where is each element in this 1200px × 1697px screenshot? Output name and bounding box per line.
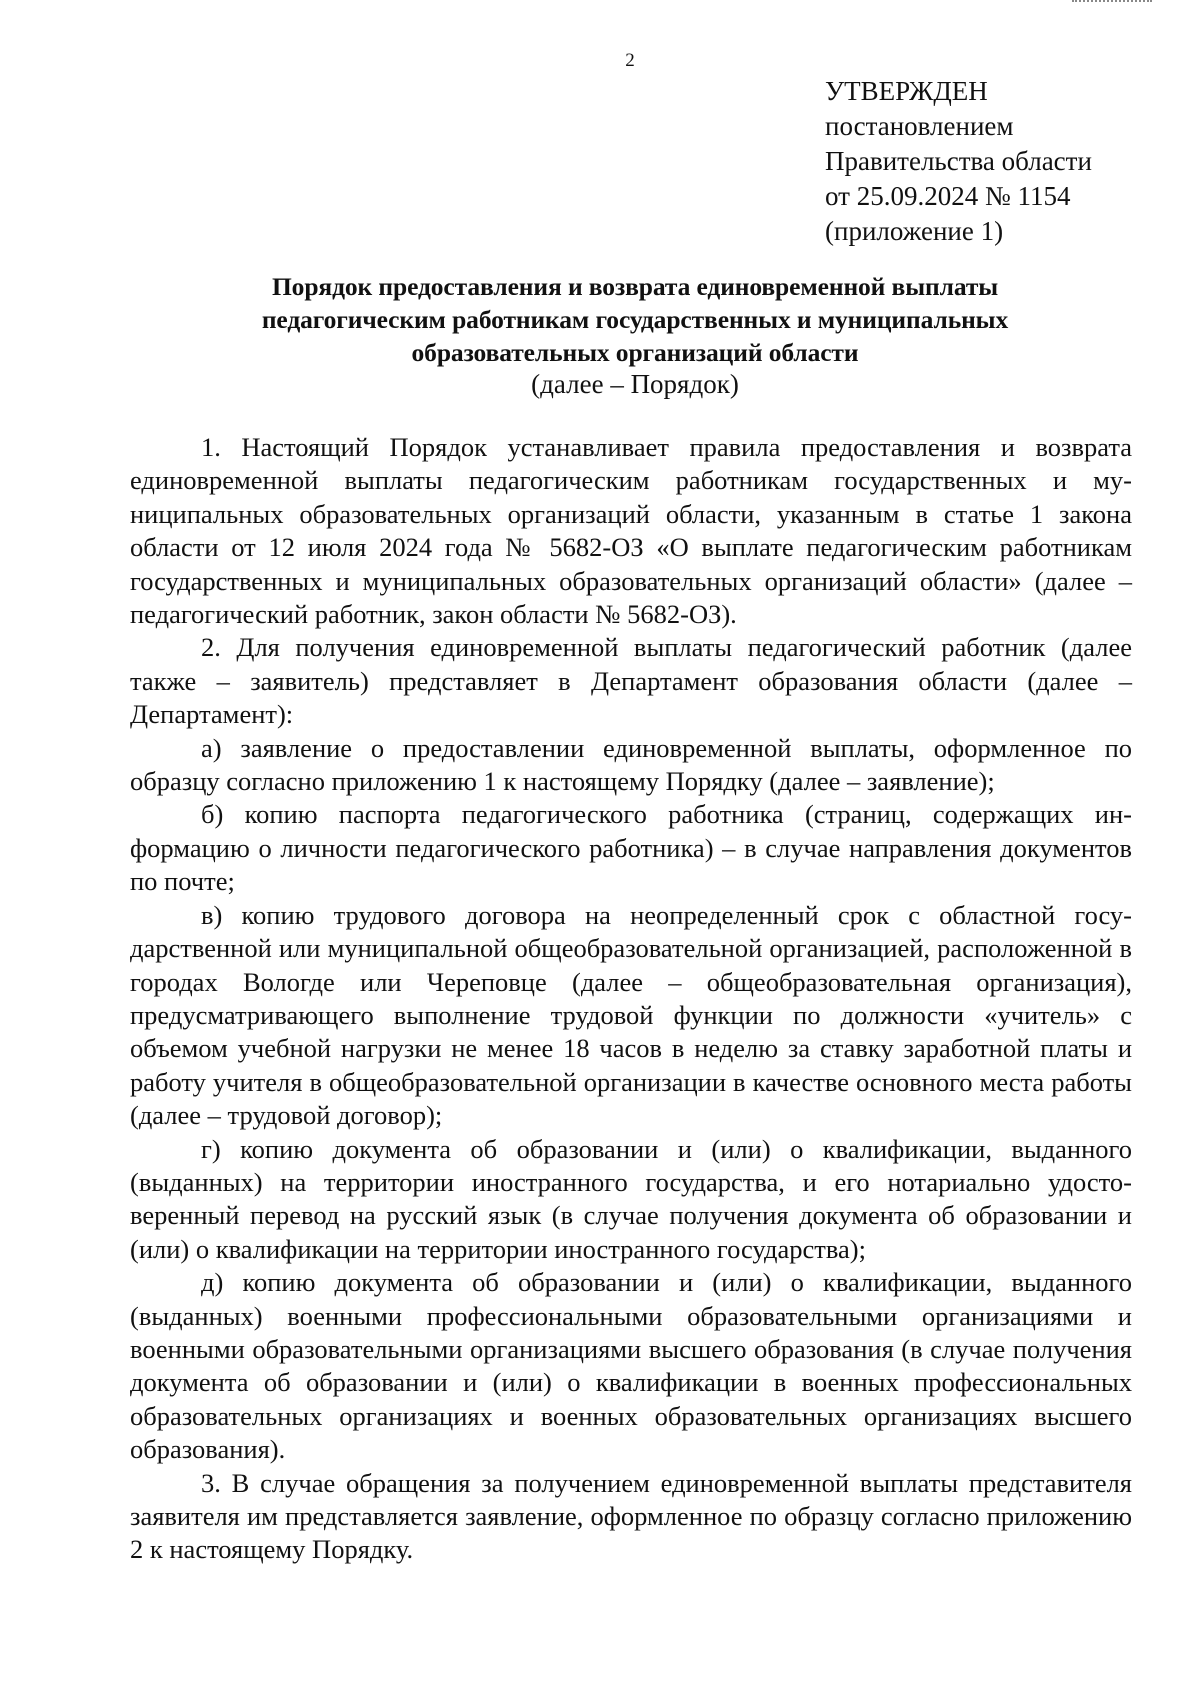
paragraph-2b: б) копию паспорта педагогического работника (страниц, содержащих информацию о личности педагогического работника) – в случае направления документов по почте;	[130, 799, 1132, 897]
paragraph-2d: д) копию документа об образовании и (или) о квалификации, выданного (выданных) военными профессиональными образовательными организациями и военными образовательными организациями высшего образования (в случае получения документа об образовании и (или) о квалификации в военных профессиональных образовательных организациях и военных образовательных организациях высшего образования).	[130, 1267, 1132, 1465]
paragraph-2v: в) копию трудового договора на неопределенный срок с областной государственной или муниципальной общеобразовательной организацией, расположенной в городах Вологде или Череповце (далее – общеобразовательная организация), предусматривающего выполнение трудовой функции по должности «учитель» с объемом учебной нагрузки не менее 18 часов в неделю за ставку заработной платы и работу учителя в общеобразовательной организации в качестве основного места работы (далее – трудовой договор);	[130, 899, 1132, 1131]
paragraph-2g: г) копию документа об образовании и (или) о квалификации, выданного (выданных) на территории иностранного государства, и его нотариально удостоверенный перевод на русский язык (в случае получения документа об образовании и (или) о квалификации на территории иностранного государства);	[130, 1133, 1132, 1264]
document-subtitle: (далее – Порядок)	[531, 369, 739, 399]
approval-line-date-number: от 25.09.2024 № 1154	[825, 181, 1071, 211]
paragraph-2a: а) заявление о предоставлении единовременной выплаты, оформленное по образцу согласно приложению 1 к настоящему Порядку (далее – заявление);	[130, 732, 1132, 797]
approval-line-appendix: (приложение 1)	[825, 216, 1004, 246]
approval-line-approved: УТВЕРЖДЕН	[825, 76, 988, 106]
title-line-1: Порядок предоставления и возврата единовременной выплаты	[271, 272, 999, 301]
page-number: 2	[625, 50, 635, 71]
approval-line-resolution: постановлением	[825, 111, 1014, 141]
scan-edge-mark	[1072, 0, 1152, 6]
title-line-3: образовательных организаций области	[411, 338, 859, 367]
paragraph-2: 2. Для получения единовременной выплаты педагогический работник (далее также – заявитель) представляет в Департамент образования области (далее – Департамент):	[130, 632, 1132, 730]
paragraph-1: 1. Настоящий Порядок устанавливает правила предоставления и возврата единовременной выплаты педагогическим работникам государственных и муниципальных образовательных организаций области, указанным в статье 1 закона области от 12 июля 2024 года № 5682-ОЗ «О выплате педагогическим работникам государственных и муниципальных образовательных организаций области» (далее – педагогический работник, закон области № 5682-ОЗ).	[130, 432, 1132, 630]
document-title	[140, 270, 1130, 369]
approval-line-government: Правительства области	[825, 146, 1092, 176]
document-body	[130, 431, 1132, 1567]
paragraph-3: 3. В случае обращения за получением единовременной выплаты представителя заявителя им представляется заявление, оформленное по образцу согласно приложению 2 к настоящему Порядку.	[130, 1467, 1132, 1565]
approval-stamp	[825, 74, 1165, 249]
title-line-2: педагогическим работникам государственных и муниципальных	[261, 305, 1009, 334]
